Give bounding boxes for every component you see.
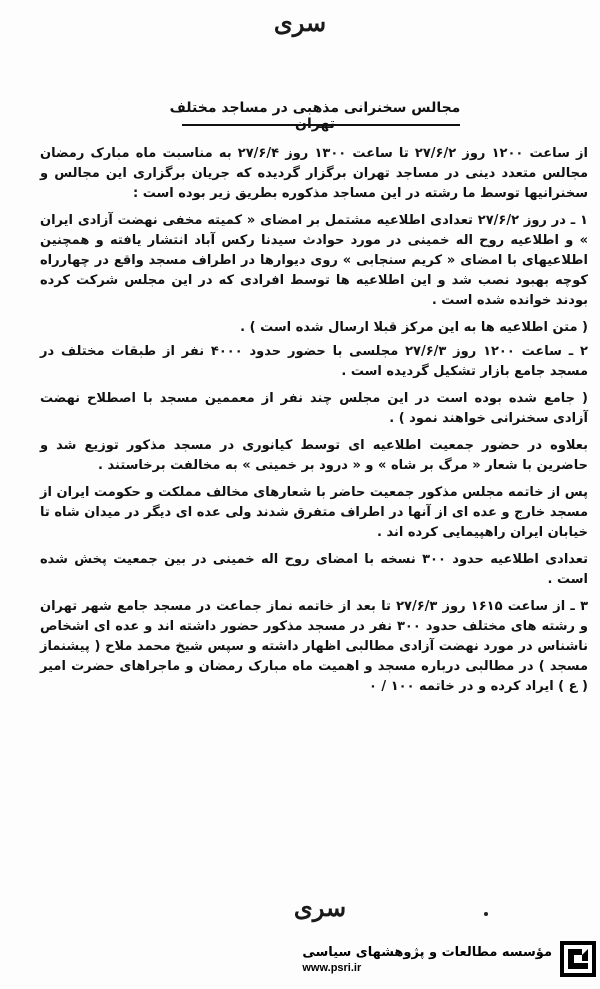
- document-body: [40, 144, 588, 704]
- watermark-text: [302, 945, 552, 974]
- paragraph-intro: از ساعت ۱۲۰۰ روز ۲۷/۶/۲ تا ساعت ۱۳۰۰ روز ۲۷/۶/۴ به مناسبت ماه مبارک رمضان مجالس متعدد دینی در مساجد تهران برگزار گردیده که جریان برگزاری این مجالس و سخنرانیها توسط ما رشته در این مساجد مذکوره بطریق زیر بوده است :: [40, 146, 588, 201]
- paragraph-item-2: ۲ ـ ساعت ۱۲۰۰ روز ۲۷/۶/۳ مجلسی با حضور حدود ۴۰۰۰ نفر از طبقات مختلف در مسجد جامع بازار تشکیل گردیده است .: [40, 344, 588, 379]
- document-title: مجالس سخنرانی مذهبی در مساجد مختلف تهران: [169, 100, 461, 132]
- classification-header: سری: [273, 8, 327, 37]
- institute-logo-icon: [560, 941, 596, 977]
- paragraph-item-2-continued: بعلاوه در حضور جمعیت اطلاعیه ای توسط کیانوری در مسجد مذکور توزیع شد و حاضرین با شعار « مرگ بر شاه » و « درود بر خمینی » به مخالفت برخاستند .: [40, 438, 588, 473]
- paragraph-item-2-leaflets: تعدادی اطلاعیه حدود ۳۰۰ نسخه با امضای روح اله خمینی در بین جمعیت پخش شده است .: [40, 552, 589, 587]
- publisher-watermark: [302, 935, 596, 983]
- institute-name: مؤسسه مطالعات و پژوهشهای سیاسی: [302, 944, 552, 960]
- paragraph-note-1: ( متن اطلاعیه ها به این مرکز قبلا ارسال شده است ) .: [240, 320, 588, 335]
- title-underline: [182, 124, 460, 126]
- classification-footer: سری: [293, 893, 347, 922]
- paragraph-note-2: ( جامع شده بوده است در این مجلس چند نفر از معممین مسجد با اصطلاح نهضت آزادی سخنرانی خواهند نمود ) .: [40, 391, 588, 426]
- paragraph-item-2-aftermath: پس از خاتمه مجلس مذکور جمعیت حاضر با شعارهای مخالف مملکت و حکومت ایران از مسجد خارج و عده ای از آنها در اطراف متفرق شدند ولی عده ای دیگر در میدان شاه تا خیابان ایران راهپیمایی کرده اند .: [40, 485, 588, 540]
- ink-dot: [484, 912, 488, 916]
- paragraph-item-1: ۱ ـ در روز ۲۷/۶/۲ تعدادی اطلاعیه مشتمل بر امضای « کمیته مخفی نهضت آزادی ایران » و اطلاعیه روح اله خمینی در مورد حوادث سیدنا رکس آباد انتشار یافته و همچنین اطلاعیهای با امضای « کریم سنجابی » روی دیوارها در اطراف مسجد واقع در چهارراه کوچه بهبود نصب شد و این اطلاعیه ها توسط افرادی که در این مجلس شرکت کرده بودند خوانده شده است .: [40, 213, 588, 308]
- paragraph-item-3: ۳ ـ از ساعت ۱۶۱۵ روز ۲۷/۶/۳ تا بعد از خاتمه نماز جماعت در مسجد جامع شهر تهران و رشته های مختلف حدود ۳۰۰ نفر در مسجد مذکور حضور داشته اند و عده ای اشخاص ناشناس در مورد نهضت آزادی مطالبی اظهار داشته و سپس شیخ محمد ملاح ( پیشنماز مسجد ) در مطالبی درباره مسجد و اهمیت ماه مبارک رمضان و ماجراهای حضرت امیر ( ع ) ایراد کرده و در خاتمه ۱۰۰ / ۰: [40, 599, 588, 694]
- institute-url: www.psri.ir: [302, 961, 362, 974]
